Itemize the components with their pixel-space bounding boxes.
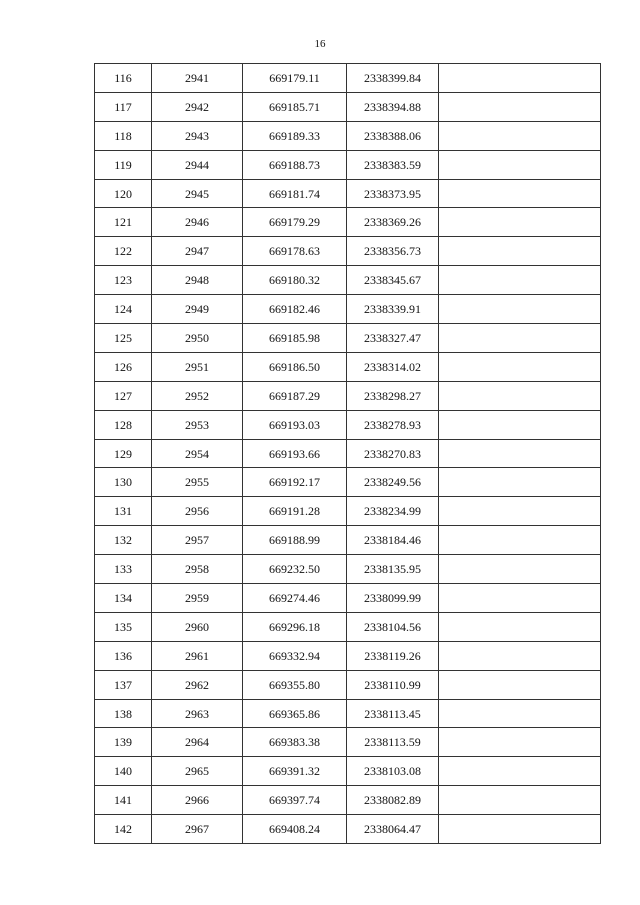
- y-coordinate-cell: 2338234.99: [347, 497, 439, 526]
- y-coordinate-cell: 2338383.59: [347, 150, 439, 179]
- x-coordinate-cell: 669383.38: [243, 728, 347, 757]
- row-index-cell: 132: [95, 526, 152, 555]
- x-coordinate-cell: 669193.03: [243, 410, 347, 439]
- row-index-cell: 123: [95, 266, 152, 295]
- point-number-cell: 2962: [152, 670, 243, 699]
- x-coordinate-cell: 669181.74: [243, 179, 347, 208]
- x-coordinate-cell: 669180.32: [243, 266, 347, 295]
- table-row: [95, 121, 601, 150]
- note-cell: [439, 584, 601, 613]
- row-index-cell: 124: [95, 295, 152, 324]
- y-coordinate-cell: 2338064.47: [347, 815, 439, 844]
- point-number-cell: 2966: [152, 786, 243, 815]
- y-coordinate-cell: 2338373.95: [347, 179, 439, 208]
- table-row: [95, 584, 601, 613]
- row-index-cell: 141: [95, 786, 152, 815]
- point-number-cell: 2943: [152, 121, 243, 150]
- point-number-cell: 2946: [152, 208, 243, 237]
- page-number: 16: [314, 38, 326, 50]
- note-cell: [439, 757, 601, 786]
- point-number-cell: 2954: [152, 439, 243, 468]
- row-index-cell: 119: [95, 150, 152, 179]
- note-cell: [439, 381, 601, 410]
- x-coordinate-cell: 669332.94: [243, 641, 347, 670]
- note-cell: [439, 410, 601, 439]
- table-row: [95, 670, 601, 699]
- note-cell: [439, 728, 601, 757]
- y-coordinate-cell: 2338388.06: [347, 121, 439, 150]
- note-cell: [439, 439, 601, 468]
- point-number-cell: 2958: [152, 555, 243, 584]
- table-row: [95, 381, 601, 410]
- y-coordinate-cell: 2338103.08: [347, 757, 439, 786]
- y-coordinate-cell: 2338356.73: [347, 237, 439, 266]
- note-cell: [439, 468, 601, 497]
- table-row: [95, 815, 601, 844]
- y-coordinate-cell: 2338278.93: [347, 410, 439, 439]
- note-cell: [439, 295, 601, 324]
- table-row: [95, 526, 601, 555]
- row-index-cell: 120: [95, 179, 152, 208]
- point-number-cell: 2965: [152, 757, 243, 786]
- x-coordinate-cell: 669188.73: [243, 150, 347, 179]
- row-index-cell: 138: [95, 699, 152, 728]
- point-number-cell: 2942: [152, 92, 243, 121]
- note-cell: [439, 670, 601, 699]
- x-coordinate-cell: 669408.24: [243, 815, 347, 844]
- table-row: [95, 352, 601, 381]
- y-coordinate-cell: 2338104.56: [347, 612, 439, 641]
- row-index-cell: 128: [95, 410, 152, 439]
- y-coordinate-cell: 2338113.59: [347, 728, 439, 757]
- row-index-cell: 121: [95, 208, 152, 237]
- y-coordinate-cell: 2338082.89: [347, 786, 439, 815]
- note-cell: [439, 208, 601, 237]
- table-row: [95, 92, 601, 121]
- note-cell: [439, 179, 601, 208]
- note-cell: [439, 324, 601, 353]
- row-index-cell: 135: [95, 612, 152, 641]
- x-coordinate-cell: 669179.11: [243, 64, 347, 93]
- y-coordinate-cell: 2338394.88: [347, 92, 439, 121]
- y-coordinate-cell: 2338399.84: [347, 64, 439, 93]
- note-cell: [439, 612, 601, 641]
- row-index-cell: 131: [95, 497, 152, 526]
- coordinate-table: [94, 63, 601, 844]
- y-coordinate-cell: 2338110.99: [347, 670, 439, 699]
- note-cell: [439, 92, 601, 121]
- row-index-cell: 137: [95, 670, 152, 699]
- point-number-cell: 2949: [152, 295, 243, 324]
- note-cell: [439, 786, 601, 815]
- x-coordinate-cell: 669274.46: [243, 584, 347, 613]
- y-coordinate-cell: 2338369.26: [347, 208, 439, 237]
- row-index-cell: 136: [95, 641, 152, 670]
- x-coordinate-cell: 669185.71: [243, 92, 347, 121]
- point-number-cell: 2961: [152, 641, 243, 670]
- table-row: [95, 612, 601, 641]
- note-cell: [439, 237, 601, 266]
- x-coordinate-cell: 669182.46: [243, 295, 347, 324]
- table-row: [95, 64, 601, 93]
- point-number-cell: 2955: [152, 468, 243, 497]
- y-coordinate-cell: 2338099.99: [347, 584, 439, 613]
- table-row: [95, 786, 601, 815]
- table-row: [95, 728, 601, 757]
- point-number-cell: 2960: [152, 612, 243, 641]
- x-coordinate-cell: 669355.80: [243, 670, 347, 699]
- row-index-cell: 130: [95, 468, 152, 497]
- row-index-cell: 129: [95, 439, 152, 468]
- point-number-cell: 2957: [152, 526, 243, 555]
- x-coordinate-cell: 669365.86: [243, 699, 347, 728]
- x-coordinate-cell: 669188.99: [243, 526, 347, 555]
- y-coordinate-cell: 2338135.95: [347, 555, 439, 584]
- point-number-cell: 2963: [152, 699, 243, 728]
- x-coordinate-cell: 669193.66: [243, 439, 347, 468]
- table-row: [95, 641, 601, 670]
- point-number-cell: 2947: [152, 237, 243, 266]
- table-row: [95, 324, 601, 353]
- y-coordinate-cell: 2338249.56: [347, 468, 439, 497]
- table-row: [95, 208, 601, 237]
- table-row: [95, 237, 601, 266]
- note-cell: [439, 815, 601, 844]
- note-cell: [439, 497, 601, 526]
- x-coordinate-cell: 669391.32: [243, 757, 347, 786]
- table-row: [95, 757, 601, 786]
- row-index-cell: 125: [95, 324, 152, 353]
- point-number-cell: 2959: [152, 584, 243, 613]
- table-row: [95, 555, 601, 584]
- y-coordinate-cell: 2338119.26: [347, 641, 439, 670]
- point-number-cell: 2941: [152, 64, 243, 93]
- x-coordinate-cell: 669397.74: [243, 786, 347, 815]
- y-coordinate-cell: 2338184.46: [347, 526, 439, 555]
- row-index-cell: 127: [95, 381, 152, 410]
- x-coordinate-cell: 669178.63: [243, 237, 347, 266]
- point-number-cell: 2952: [152, 381, 243, 410]
- table-row: [95, 179, 601, 208]
- note-cell: [439, 266, 601, 295]
- y-coordinate-cell: 2338113.45: [347, 699, 439, 728]
- y-coordinate-cell: 2338298.27: [347, 381, 439, 410]
- x-coordinate-cell: 669179.29: [243, 208, 347, 237]
- point-number-cell: 2967: [152, 815, 243, 844]
- coordinate-table-body: [95, 64, 601, 844]
- y-coordinate-cell: 2338345.67: [347, 266, 439, 295]
- x-coordinate-cell: 669186.50: [243, 352, 347, 381]
- table-row: [95, 150, 601, 179]
- point-number-cell: 2945: [152, 179, 243, 208]
- y-coordinate-cell: 2338339.91: [347, 295, 439, 324]
- x-coordinate-cell: 669296.18: [243, 612, 347, 641]
- row-index-cell: 118: [95, 121, 152, 150]
- x-coordinate-cell: 669185.98: [243, 324, 347, 353]
- table-row: [95, 410, 601, 439]
- y-coordinate-cell: 2338270.83: [347, 439, 439, 468]
- x-coordinate-cell: 669192.17: [243, 468, 347, 497]
- row-index-cell: 140: [95, 757, 152, 786]
- row-index-cell: 117: [95, 92, 152, 121]
- table-row: [95, 699, 601, 728]
- note-cell: [439, 150, 601, 179]
- note-cell: [439, 64, 601, 93]
- note-cell: [439, 352, 601, 381]
- note-cell: [439, 555, 601, 584]
- note-cell: [439, 526, 601, 555]
- x-coordinate-cell: 669189.33: [243, 121, 347, 150]
- x-coordinate-cell: 669232.50: [243, 555, 347, 584]
- row-index-cell: 122: [95, 237, 152, 266]
- table-row: [95, 266, 601, 295]
- table-row: [95, 295, 601, 324]
- table-row: [95, 439, 601, 468]
- note-cell: [439, 641, 601, 670]
- point-number-cell: 2951: [152, 352, 243, 381]
- point-number-cell: 2956: [152, 497, 243, 526]
- point-number-cell: 2944: [152, 150, 243, 179]
- point-number-cell: 2953: [152, 410, 243, 439]
- table-row: [95, 497, 601, 526]
- point-number-cell: 2964: [152, 728, 243, 757]
- point-number-cell: 2950: [152, 324, 243, 353]
- y-coordinate-cell: 2338314.02: [347, 352, 439, 381]
- row-index-cell: 126: [95, 352, 152, 381]
- row-index-cell: 139: [95, 728, 152, 757]
- row-index-cell: 133: [95, 555, 152, 584]
- point-number-cell: 2948: [152, 266, 243, 295]
- row-index-cell: 142: [95, 815, 152, 844]
- y-coordinate-cell: 2338327.47: [347, 324, 439, 353]
- row-index-cell: 134: [95, 584, 152, 613]
- x-coordinate-cell: 669187.29: [243, 381, 347, 410]
- note-cell: [439, 121, 601, 150]
- x-coordinate-cell: 669191.28: [243, 497, 347, 526]
- row-index-cell: 116: [95, 64, 152, 93]
- table-row: [95, 468, 601, 497]
- note-cell: [439, 699, 601, 728]
